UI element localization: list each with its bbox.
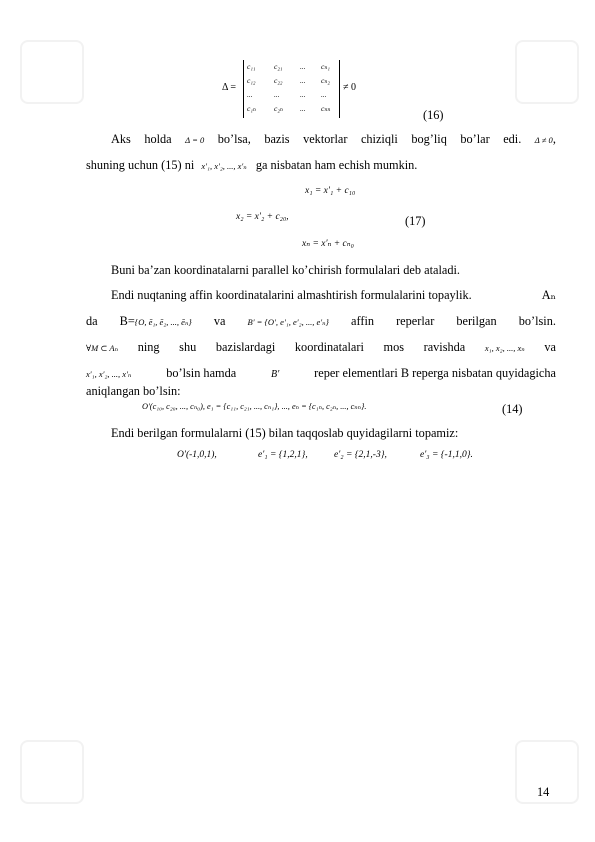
watermark-box [20, 740, 84, 804]
punctuation: , [552, 132, 556, 146]
matrix-cell: cₙ₂ [321, 76, 330, 85]
matrix-bar-right [339, 60, 340, 118]
matrix-cell: ... [274, 90, 280, 99]
page-number: 14 [537, 785, 550, 799]
matrix-cell: cₙ₁ [321, 62, 330, 71]
determinant-matrix [222, 58, 367, 120]
matrix-cell: c₂₂ [274, 76, 283, 85]
word: chiziqli [360, 132, 398, 146]
matrix-rhs: ≠ 0 [343, 82, 356, 93]
word: va [213, 314, 226, 328]
word: bog’liq [411, 132, 447, 146]
equation-14: O′(c₁₀, c₂₀, ..., cₙ₀), e₁ = {c₁₁, c₂₁, ..., cₙ₁}, ..., eₙ = {c₁ₙ, c₂ₙ, ..., cₙₙ}. [142, 402, 367, 411]
para2 [86, 262, 556, 278]
inline-formula: B′ = {O′, e′₁, e′₂, ..., e′ₙ} [247, 317, 329, 327]
matrix-lhs: Δ = [222, 82, 237, 93]
para4 [86, 425, 556, 441]
text: aniqlangan bo’lsin: [86, 384, 181, 398]
word: ravishda [423, 340, 466, 354]
matrix-cell: c₂₁ [274, 62, 283, 71]
equation-number-17: (17) [405, 214, 426, 228]
matrix-cell: ... [300, 76, 306, 85]
condition-formula: Δ = 0 [185, 135, 205, 145]
text: ga nisbatan ham echish mumkin. [255, 158, 418, 172]
word: bazislardagi [215, 340, 276, 354]
final-eq-e1: e′₁ = {1,2,1}, [258, 450, 308, 460]
inline-formula: x′₁, x′₂, ..., x′ₙ [201, 161, 247, 171]
space-symbol: Aₙ [541, 288, 556, 302]
matrix-cell: ... [300, 90, 306, 99]
text: bo’lsin hamda [166, 366, 237, 380]
final-eq-origin: O′(-1,0,1), [177, 450, 217, 460]
inline-formula: x′₁, x′₂, ..., x′ₙ [86, 369, 132, 379]
equation-number-16: (16) [423, 108, 444, 122]
matrix-cell: ... [300, 104, 306, 113]
word: mos [383, 340, 404, 354]
matrix-cell: c₁ₙ [247, 104, 256, 113]
para3-line1 [86, 287, 556, 303]
inline-formula: {O, ē₁, ē₂, ..., ēₙ} [134, 317, 192, 327]
para3-line3 [86, 339, 556, 356]
text: B= [119, 314, 135, 328]
word: ning [137, 340, 160, 354]
word: vektorlar [303, 132, 348, 146]
matrix-cell: c₁₁ [247, 62, 256, 71]
inline-formula: ∀M ⊂ Aₙ [86, 343, 119, 353]
word: berilgan [456, 314, 497, 328]
inline-formula: B′ [271, 369, 280, 380]
para3-line2 [86, 313, 556, 330]
watermark-box [515, 40, 579, 104]
condition-formula: Δ ≠ 0 [534, 135, 553, 145]
matrix-cell: ... [321, 90, 327, 99]
word: affin [351, 314, 375, 328]
final-eq-e2: e′₂ = {2,1,-3}, [334, 450, 387, 460]
word: da [86, 314, 98, 328]
word: Aks [111, 132, 131, 146]
para1-line2 [86, 157, 556, 174]
final-eq-e3: e′₃ = {-1,1,0}. [420, 450, 473, 460]
equation-number-14: (14) [502, 402, 523, 416]
text: reper elementlari B reperga nisbatan quyidagicha [314, 366, 556, 380]
watermark-box [20, 40, 84, 104]
matrix-cell: c₂ₙ [274, 104, 283, 113]
word: bo’lsa, [217, 132, 251, 146]
word: shu [179, 340, 197, 354]
matrix-cell: ... [247, 90, 253, 99]
text: Endi berilgan formulalarni (15) bilan taqqoslab quyidagilarni topamiz: [111, 426, 459, 440]
word: edi. [503, 132, 522, 146]
para1-line1 [86, 131, 556, 148]
text: shuning uchun (15) ni [86, 158, 195, 172]
word: holda [144, 132, 172, 146]
matrix-bar-left [243, 60, 244, 118]
word: bazis [264, 132, 290, 146]
text: Buni ba’zan koordinatalarni parallel ko’chirish formulalari deb ataladi. [111, 263, 460, 277]
para3-line5 [86, 383, 556, 399]
matrix-cell: c₁₂ [247, 76, 256, 85]
system-eq-1: x₁ = x′₁ + c₁₀ [305, 186, 356, 196]
word: bo’lar [460, 132, 490, 146]
word: va [544, 340, 556, 354]
word: koordinatalari [294, 340, 364, 354]
para3-line4 [86, 365, 556, 383]
word: reperlar [396, 314, 435, 328]
word: bo’lsin. [518, 314, 556, 328]
matrix-cell: cₙₙ [321, 104, 331, 113]
inline-formula: x₁, x₂, ..., xₙ [484, 343, 525, 353]
system-eq-3: xₙ = x′ₙ + cₙ₀ [302, 239, 354, 249]
text: Endi nuqtaning affin koordinatalarini almashtirish formulalarini topaylik. [111, 288, 472, 302]
system-eq-2: x₂ = x′₂ + c₂₀, [236, 212, 289, 222]
matrix-cell: ... [300, 62, 306, 71]
